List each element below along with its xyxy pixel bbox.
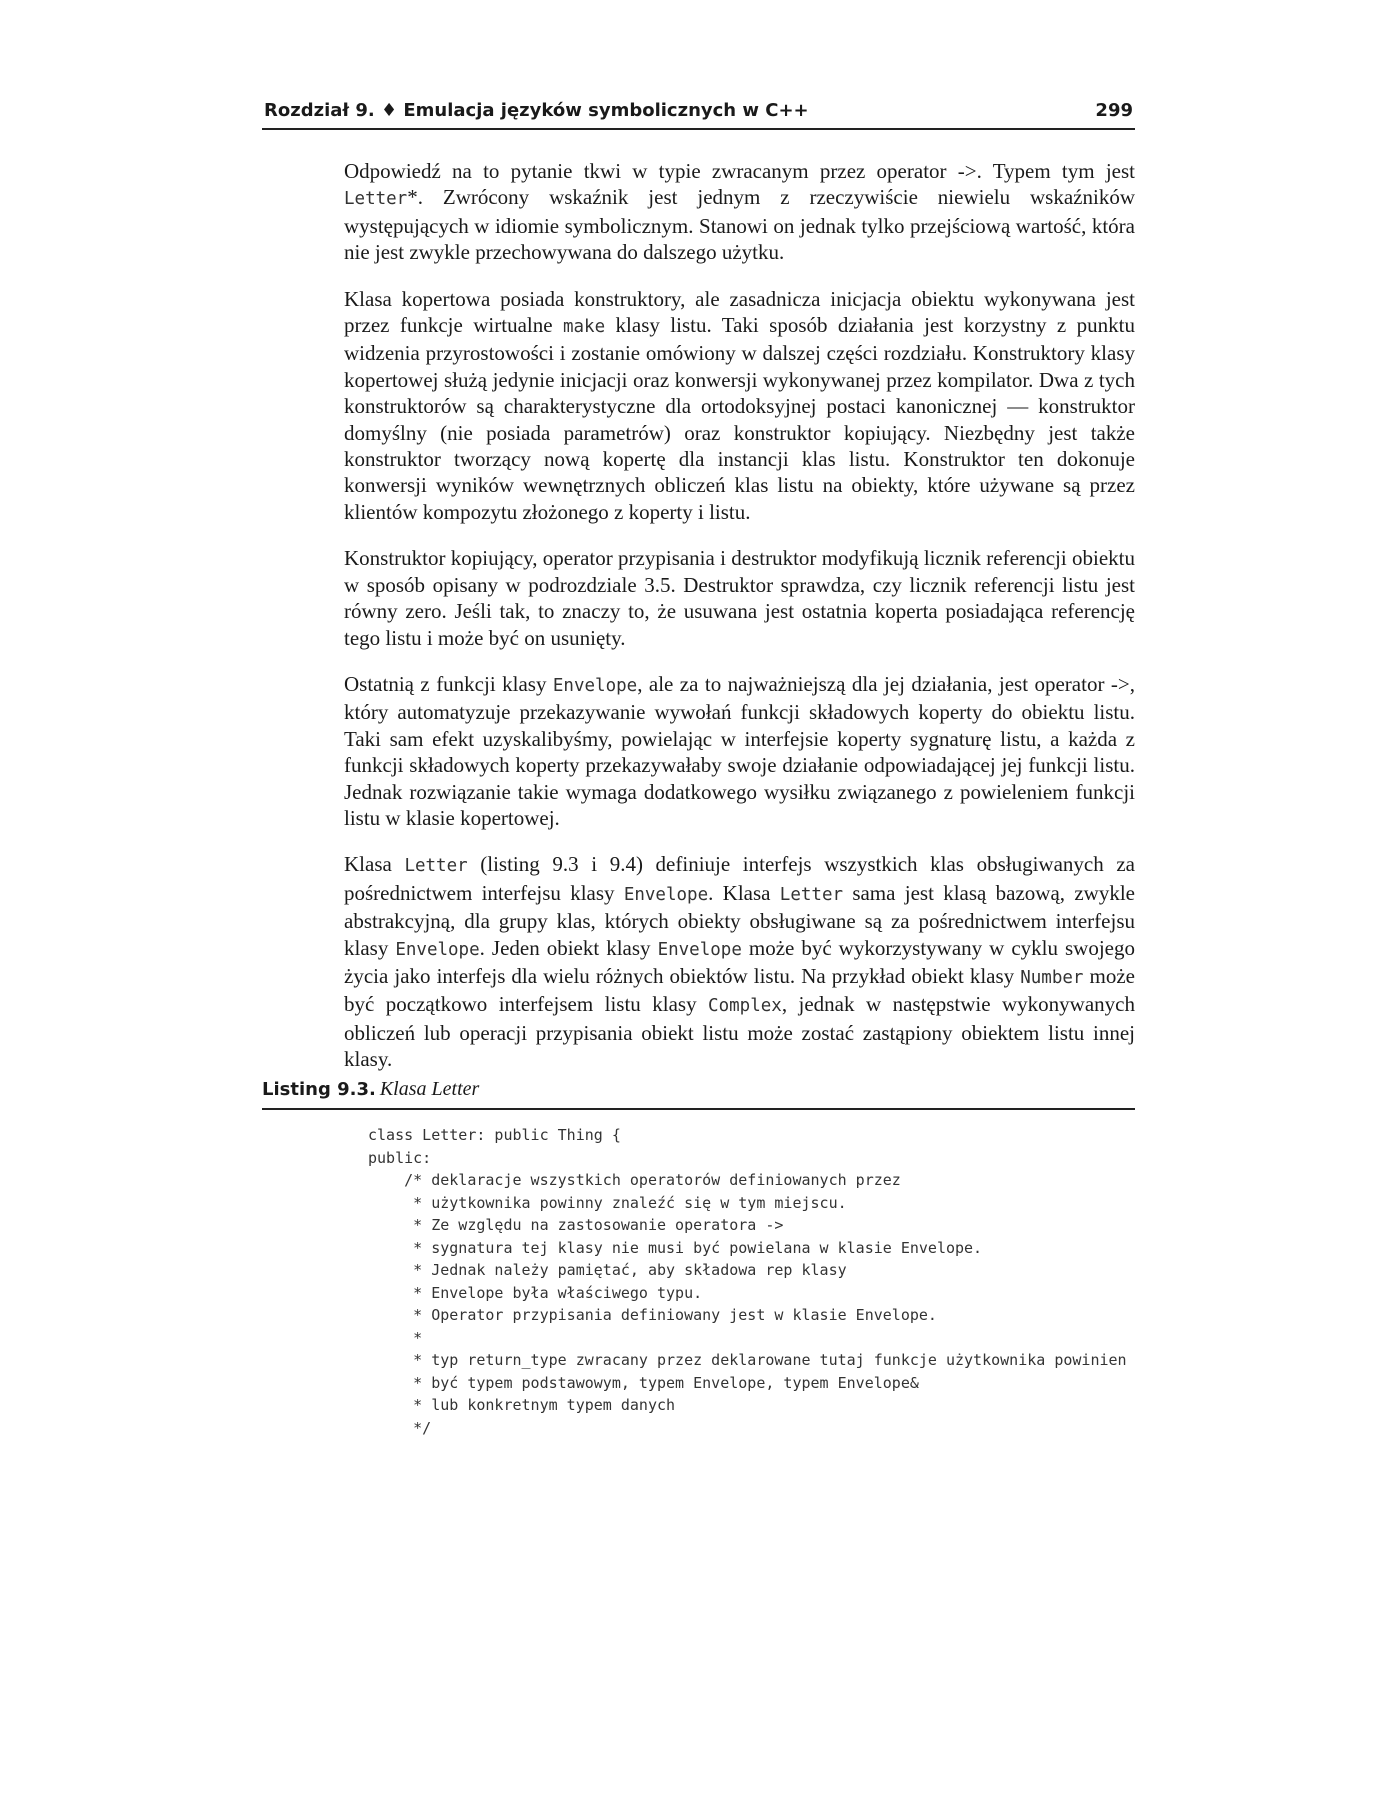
code-listing [368,1124,1127,1439]
paragraph-1: Odpowiedź na to pytanie tkwi w typie zwracanym przez operator ->. Typem tym jest Letter*. Zwrócony wskaźnik jest jednym z rzeczywiście niewielu wskaźników występujących w idiomie symbolicznym. Stanowi on jednak tylko przejściową wartość, która nie jest zwykle przechowywana do dalszego użytku. [344,159,1135,265]
inline-code: Letter [404,856,468,877]
inline-code: make [562,317,606,338]
paragraph-5: Klasa Letter (listing 9.3 i 9.4) definiuje interfejs wszystkich klas obsługiwanych za pośrednictwem interfejsu klasy Envelope. Klasa Letter sama jest klasą bazową, zwykle abstrakcyjną, dla grupy klas, których obiekty obsługiwane są za pośrednictwem interfejsu klasy Envelope. Jeden obiekt klasy Envelope może być wykorzystywany w cyklu swojego życia jako interfejs dla wielu różnych obiektów listu. Na przykład obiekt klasy Number może być początkowo interfejsem listu klasy Complex, jednak w następstwie wykonywanych obliczeń lub operacji przypisania obiekt listu może zostać zastąpiony obiektem listu innej klasy. [344,852,1135,1072]
inline-code: Envelope [552,675,638,696]
code-line: */ [368,1418,432,1437]
inline-code: Complex [708,996,782,1017]
code-line: * Operator przypisania definiowany jest w klasie Envelope. [413,1306,937,1324]
paragraph-4: Ostatnią z funkcji klasy Envelope, ale za to najważniejszą dla jej działania, jest operator ->, który automatyzuje przekazywanie wywołań funkcji składowych koperty do obiektu listu. Taki sam efekt uzyskalibyśmy, powielając w interfejsie koperty sygnaturę listu, a każda z funkcji składowych koperty przekazywałaby swoje działanie odpowiadającej jej funkcji listu. Jednak rozwiązanie takie wymaga dodatkowego wysiłku związanego z powieleniem funkcji listu w klasie kopertowej. [344,671,1135,830]
code-line: * [413,1328,423,1347]
inline-code: Number [1020,967,1084,988]
paragraph-2: Klasa kopertowa posiada konstruktory, ale zasadnicza inicjacja obiektu wykonywana jest przez funkcje wirtualne make klasy listu. Taki sposób działania jest korzystny z punktu widzenia przyrostowości i zostanie omówiony w dalszej części rozdziału. Konstruktory klasy kopertowej służą jedynie inicjacji oraz konwersji wykonywanej przez kompilator. Dwa z tych konstruktorów są charakterystyczne dla ortodoksyjnej postaci kanonicznej — konstruktor domyślny (nie posiada parametrów) oraz konstruktor kopiujący. Niezbędny jest także konstruktor tworzący nową kopertę dla instancji klas listu. Konstruktor ten dokonuje konwersji wyników wewnętrznych obliczeń klas listu na obiekty, które używane są przez klientów kompozytu złożonego z koperty i listu. [344,286,1135,524]
body-text [344,158,1135,1093]
code-line: * użytkownika powinny znaleźć się w tym miejscu. [413,1193,847,1212]
inline-code: Letter [779,884,844,905]
code-line: /* deklaracje wszystkich operatorów definiowanych przez [404,1171,901,1189]
inline-code: Envelope [395,939,480,960]
code-line: public: [368,1148,432,1167]
inline-code: Envelope [623,884,709,905]
page-header [262,96,1135,130]
code-line: class Letter: public Thing { [368,1126,621,1144]
listing-caption [262,1078,1135,1110]
code-line: * lub konkretnym typem danych [413,1396,676,1414]
chapter-title: Rozdział 9. ♦ Emulacja języków symbolicznych w C++ [264,100,809,121]
paragraph-3: Konstruktor kopiujący, operator przypisania i destruktor modyfikują licznik referencji obiektu w sposób opisany w podrozdziale 3.5. Destruktor sprawdza, czy licznik referencji listu jest równy zero. Jeśli tak, to znaczy to, że usuwana jest ostatnia koperta posiadająca referencję tego listu i może być on usunięty. [344,546,1135,650]
listing-label: Listing 9.3. [262,1079,376,1100]
page-number: 299 [1095,100,1133,121]
code-line: * sygnatura tej klasy nie musi być powielana w klasie Envelope. [413,1238,983,1257]
code-line: * Jednak należy pamiętać, aby składowa rep klasy [413,1261,847,1279]
code-line: * typ return_type zwracany przez deklarowane tutaj funkcje użytkownika powinien [413,1351,1127,1369]
inline-code: Letter [344,189,408,210]
inline-code: Envelope [657,939,742,960]
code-line: * być typem podstawowym, typem Envelope, typem Envelope& [413,1373,919,1392]
code-line: * Ze względu na zastosowanie operatora -> [413,1216,784,1234]
code-line: * Envelope była właściwego typu. [413,1283,703,1302]
listing-title: Klasa Letter [379,1078,480,1100]
